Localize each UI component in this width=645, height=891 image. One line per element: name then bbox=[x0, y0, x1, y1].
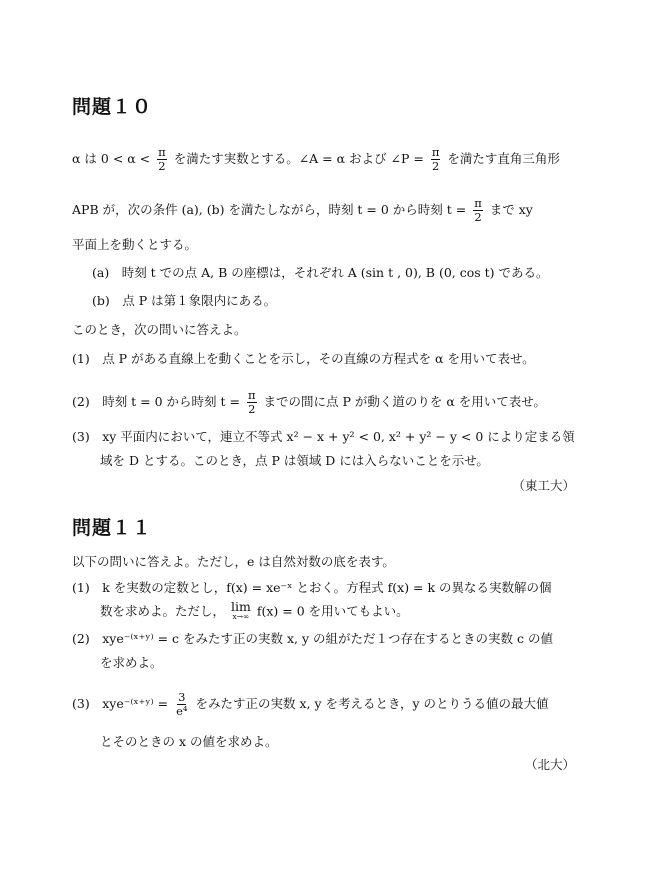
p10-question-1: (1) 点 P がある直線上を動くことを示し，その直線の方程式を α を用いて表せ。 bbox=[72, 351, 535, 366]
p10-question-2 bbox=[72, 389, 546, 416]
p10-line-3: 平面上を動くとする。 bbox=[72, 237, 198, 252]
lim-text: lim bbox=[231, 599, 251, 614]
p10-line-2-a: APB が，次の条件 (a), (b) を満たしながら，時刻 t = 0 から時刻 t = bbox=[72, 202, 467, 217]
frac-num: 3 bbox=[178, 690, 186, 704]
p10-line-1-b: を満たす実数とする。∠A = α および ∠P = bbox=[173, 151, 424, 166]
frac-den: 2 bbox=[431, 159, 440, 173]
p11-q3-b: をみたす正の実数 x, y を考えるとき，y のとりうる値の最大値 bbox=[195, 696, 549, 711]
frac-den: e⁴ bbox=[176, 704, 188, 718]
p11-question-3-line-1 bbox=[72, 691, 549, 718]
p10-line-1-c: を満たす直角三角形 bbox=[447, 151, 560, 166]
frac-num: π bbox=[158, 145, 166, 159]
p10-line-4: このとき，次の問いに答えよ。 bbox=[72, 322, 247, 337]
problem-11-title: 問題１１ bbox=[72, 517, 153, 539]
p10-question-3-line-1: (3) xy 平面内において，連立不等式 x² − x + y² < 0, x² + y² − y < 0 により定まる領 bbox=[72, 429, 575, 444]
p10-line-1 bbox=[72, 146, 560, 173]
p11-question-1-line-1: (1) k を実数の定数とし，f(x) = xe⁻ˣ とおく。方程式 f(x) = k の異なる実数解の個 bbox=[72, 580, 552, 595]
p10-line-2 bbox=[72, 197, 533, 224]
frac-den: 2 bbox=[158, 159, 166, 173]
p10-frac-2 bbox=[431, 146, 441, 173]
problem-10-title: 問題１０ bbox=[72, 96, 153, 118]
p11-q3-a: (3) xye⁻⁽ˣ⁺ʸ⁾ = bbox=[72, 696, 169, 711]
lim-subscript: x→∞ bbox=[232, 612, 250, 621]
p10-source: （東工大） bbox=[512, 478, 575, 493]
p11-intro: 以下の問いに答えよ。ただし，e は自然対数の底を表す。 bbox=[72, 554, 395, 569]
frac-den: 2 bbox=[474, 210, 482, 224]
p11-source: （北大） bbox=[524, 757, 575, 772]
p11-frac-1 bbox=[175, 691, 188, 718]
p10-line-1-a: α は 0 < α < bbox=[72, 151, 151, 166]
p10-q2-b: までの間に点 P が動く道のりを α を用いて表せ。 bbox=[263, 394, 546, 409]
frac-den: 2 bbox=[248, 402, 256, 416]
frac-num: π bbox=[431, 145, 440, 159]
p11-question-3-line-2: とそのときの x の値を求めよ。 bbox=[100, 734, 278, 749]
p10-line-2-b: まで xy bbox=[489, 202, 533, 217]
p10-frac-1 bbox=[157, 146, 167, 173]
frac-num: π bbox=[247, 388, 256, 402]
p10-frac-4 bbox=[247, 389, 257, 416]
limit-notation bbox=[231, 599, 251, 622]
p11-question-2-line-2: を求めよ。 bbox=[100, 655, 163, 670]
p10-question-3-line-2: 域を D とする。このとき，点 P は領域 D には入らないことを示せ。 bbox=[100, 453, 489, 468]
p11-q1b-post: f(x) = 0 を用いてもよい。 bbox=[256, 603, 409, 619]
p10-condition-a: (a) 時刻 t での点 A, B の座標は，それぞれ A (sin t , 0), B (0, cos t) である。 bbox=[92, 265, 549, 280]
frac-num: π bbox=[474, 196, 482, 210]
p11-question-1-line-2 bbox=[100, 599, 409, 622]
p10-frac-3 bbox=[473, 197, 483, 224]
p11-question-2-line-1: (2) xye⁻⁽ˣ⁺ʸ⁾ = c をみたす正の実数 x, y の組がただ１つ存在するときの実数 c の値 bbox=[72, 631, 553, 646]
p11-q1b-pre: 数を求めよ。ただし， bbox=[100, 603, 226, 619]
p10-q2-a: (2) 時刻 t = 0 から時刻 t = bbox=[72, 394, 240, 409]
p10-condition-b: (b) 点 P は第１象限内にある。 bbox=[92, 293, 277, 308]
